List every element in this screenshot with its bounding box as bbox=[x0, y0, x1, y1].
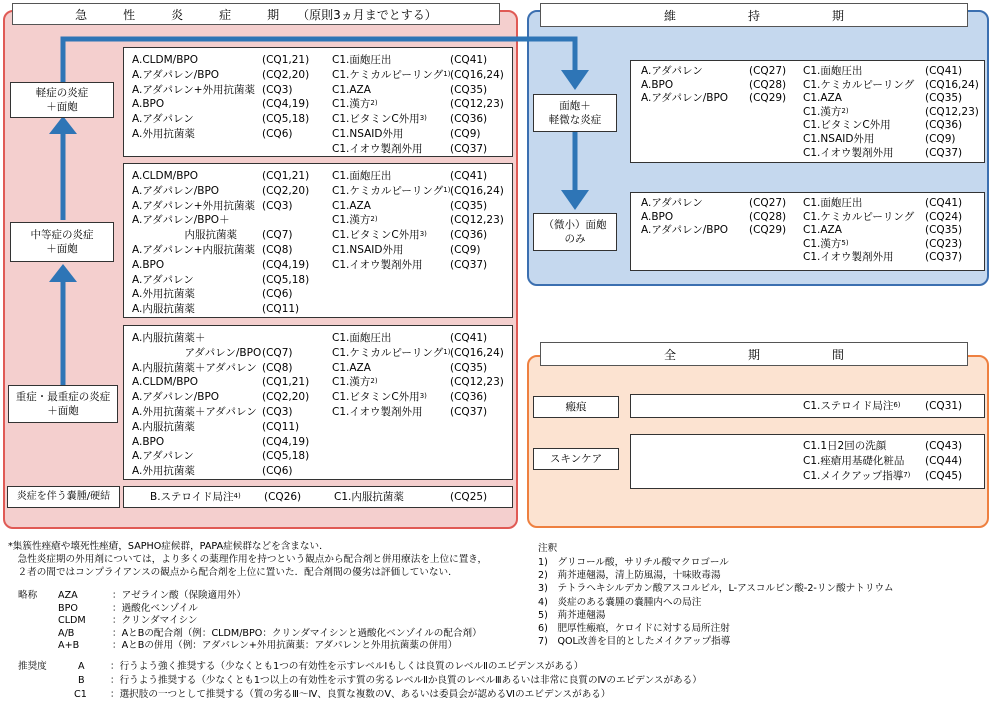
footnote-star: *集簇性痤瘡や壊死性痤瘡，SAPHO症候群，PAPA症候群などを含まない． bbox=[8, 541, 329, 552]
treatment-item: A.アダパレン bbox=[641, 65, 703, 77]
cq-ref: (CQ28) bbox=[749, 210, 787, 223]
treatment-item: C1.ケミカルピーリング bbox=[803, 210, 915, 223]
cq-ref: (CQ12,23) bbox=[925, 105, 979, 118]
treatment-item: C1.痤瘡用基礎化粧品 bbox=[803, 455, 905, 467]
grade-title: 推奨度 bbox=[18, 661, 47, 672]
treatment-item: A.BPO bbox=[641, 78, 674, 91]
treatment-item: C1.面皰圧出 bbox=[332, 54, 392, 66]
cq-ref: (CQ2,20) bbox=[262, 391, 310, 404]
treatment-item: アダパレン/BPO bbox=[132, 346, 262, 359]
grade-value: ：選択肢の一つとして推奨する（質の劣るⅢ～Ⅳ、良質な複数のⅤ、あるいは委員会が認めるⅥのエビデンスがある） bbox=[110, 689, 611, 700]
cq-ref: (CQ37) bbox=[450, 258, 488, 271]
moderate-treatment-box bbox=[123, 163, 513, 318]
cq-ref: (CQ4,19) bbox=[262, 98, 310, 111]
treatment-item: A.外用抗菌薬 bbox=[132, 465, 195, 478]
grade-key: A bbox=[78, 661, 85, 672]
cq-ref: (CQ41) bbox=[925, 197, 963, 209]
cq-ref: (CQ9) bbox=[925, 133, 956, 145]
cq-ref: (CQ5,18) bbox=[262, 273, 310, 286]
cq-ref: (CQ36) bbox=[925, 119, 963, 132]
treatment-item: C1.漢方$^{5)}$ bbox=[803, 237, 849, 250]
treatment-item: A.アダパレン/BPO bbox=[641, 224, 729, 237]
cq-ref: (CQ8) bbox=[262, 244, 293, 256]
cq-ref: (CQ41) bbox=[925, 65, 963, 77]
mild-treatment-box bbox=[123, 47, 513, 157]
cq-ref: (CQ36) bbox=[450, 391, 488, 404]
treatment-item: A.アダパレン/BPO bbox=[132, 184, 220, 197]
treatment-item: A.内服抗菌薬 bbox=[132, 303, 195, 316]
treatment-item: C1.イオウ製剤外用 bbox=[332, 406, 423, 418]
abbr-value: ：クリンダマイシン bbox=[112, 615, 198, 627]
footnote-ref: 2) bbox=[841, 106, 849, 115]
treatment-item: C1.NSAID外用 bbox=[332, 128, 404, 140]
cq-ref: (CQ3) bbox=[262, 406, 293, 418]
footnote-ref: 5) bbox=[841, 238, 849, 247]
abbr-key: A/B bbox=[58, 627, 75, 639]
treatment-item: C1.ケミカルピーリング bbox=[803, 78, 915, 91]
cq-ref: (CQ37) bbox=[450, 142, 488, 155]
treatment-item: A.アダパレン/BPO＋ bbox=[132, 214, 230, 227]
cq-ref: (CQ41) bbox=[450, 54, 488, 66]
cq-ref: (CQ36) bbox=[450, 229, 488, 242]
grade-value: ：行うよう強く推奨する（少なくとも1つの有効性を示すレベルⅠもしくは良質のレベルⅡのエビデンスがある） bbox=[110, 661, 584, 672]
treatment-item: C1.面皰圧出 bbox=[803, 65, 863, 77]
treatment-item: A.BPO bbox=[641, 210, 674, 223]
cq-ref: (CQ5,18) bbox=[262, 113, 310, 126]
grade-key: B bbox=[78, 675, 85, 686]
scar-label: 瘢痕 bbox=[533, 396, 619, 418]
cq-ref: (CQ31) bbox=[925, 400, 963, 412]
level-moderate-line1: 中等症の炎症 bbox=[30, 228, 94, 241]
level-severe bbox=[8, 385, 118, 423]
treatment-item: C1.漢方$^{2)}$ bbox=[332, 214, 378, 227]
treatment-item: C1.AZA bbox=[803, 92, 842, 105]
cq-ref: (CQ3) bbox=[262, 199, 293, 212]
cyst-label: 炎症を伴う嚢腫/硬結 bbox=[7, 486, 120, 508]
maint-level-comedo-mild bbox=[533, 94, 617, 132]
treatment-item: C1.漢方$^{2)}$ bbox=[803, 105, 849, 118]
treatment-item: C1.漢方$^{2)}$ bbox=[332, 376, 378, 389]
treatment-item: A.BPO bbox=[132, 98, 165, 111]
grade-key: C1 bbox=[74, 689, 87, 700]
cq-ref: (CQ6) bbox=[262, 288, 293, 301]
footnote-star-body-2: ２者の間ではコンプライアンスの観点から配合剤を上位に置いた．配合剤間の優劣は評価していない． bbox=[8, 567, 458, 578]
treatment-item: C1.ケミカルピーリング$^{1)}$ bbox=[332, 68, 451, 81]
cq-ref: (CQ37) bbox=[450, 406, 488, 418]
treatment-item: C1.ビタミンC外用 bbox=[803, 119, 891, 132]
treatment-item: A.アダパレン+内服抗菌薬 bbox=[132, 244, 256, 256]
all-period-header: 全 期 間 bbox=[540, 342, 968, 366]
cq-ref: (CQ28) bbox=[749, 78, 787, 91]
treatment-item: C1.面皰圧出 bbox=[332, 170, 392, 182]
cq-ref: (CQ43) bbox=[925, 440, 963, 452]
footnote-ref: 3) bbox=[419, 392, 427, 401]
abbr-value: ：AとBの併用（例：アダパレン+外用抗菌薬：アダパレンと外用抗菌薬の併用） bbox=[112, 640, 458, 652]
maint-microcomedo-box bbox=[630, 192, 985, 271]
cq-ref: (CQ1,21) bbox=[262, 54, 310, 66]
treatment-item: C1.イオウ製剤外用 bbox=[332, 258, 423, 271]
cq-ref: (CQ12,23) bbox=[450, 376, 504, 389]
cq-ref: (CQ5,18) bbox=[262, 450, 310, 463]
note-item: 5) 荊芥連翹湯 bbox=[538, 609, 606, 621]
treatment-item: A.アダパレン bbox=[132, 450, 194, 463]
footnote-ref: 2) bbox=[370, 215, 378, 224]
treatment-item: A.外用抗菌薬 bbox=[132, 128, 195, 140]
cq-ref: (CQ36) bbox=[450, 113, 488, 126]
maint-level-microcomedo bbox=[533, 213, 617, 251]
level-moderate-line2: ＋面皰 bbox=[46, 243, 78, 255]
cyst-right-item: C1.内服抗菌薬 bbox=[334, 491, 404, 503]
note-item: 2) 荊芥連翹湯，清上防風湯，十味敗毒湯 bbox=[538, 570, 721, 582]
notes-title: 注釈 bbox=[538, 543, 558, 554]
cq-ref: (CQ29) bbox=[749, 92, 787, 105]
treatment-item: C1.AZA bbox=[803, 224, 842, 237]
footnote-ref: 6) bbox=[893, 401, 901, 409]
cq-ref: (CQ24) bbox=[925, 210, 963, 223]
cq-ref: (CQ2,20) bbox=[262, 184, 310, 197]
cq-ref: (CQ16,24) bbox=[450, 346, 504, 359]
abbr-value: ：AとBの配合剤（例：CLDM/BPO：クリンダマイシンと過酸化ベンゾイルの配合剤） bbox=[112, 627, 482, 639]
cq-ref: (CQ27) bbox=[749, 197, 787, 209]
level-mild-line2: ＋面皰 bbox=[46, 101, 78, 113]
treatment-item: A.アダパレン/BPO bbox=[132, 391, 220, 404]
treatment-item: A.アダパレン bbox=[132, 113, 194, 126]
treatment-item: A.内服抗菌薬 bbox=[132, 420, 195, 433]
treatment-item: C1.NSAID外用 bbox=[803, 133, 875, 145]
scar-treatment-box bbox=[630, 394, 985, 418]
treatment-item: A.アダパレン+外用抗菌薬 bbox=[132, 199, 256, 212]
footnote-star-body-1: 急性炎症期の外用剤については，より多くの薬理作用を持つという観点から配合剤と併用療法を上位に置き， bbox=[8, 554, 488, 565]
cq-ref: (CQ45) bbox=[925, 470, 963, 482]
cq-ref: (CQ16,24) bbox=[450, 68, 504, 81]
treatment-item: C1.イオウ製剤外用 bbox=[803, 146, 894, 159]
treatment-item: C1.ビタミンC外用$^{3)}$ bbox=[332, 229, 427, 242]
maint-level1-line1: 面皰＋ bbox=[559, 99, 591, 112]
treatment-item: C1.メイクアップ指導$^{7)}$ bbox=[803, 470, 911, 482]
cq-ref: (CQ1,21) bbox=[262, 376, 310, 389]
treatment-item: A.外用抗菌薬＋アダパレン bbox=[132, 406, 257, 418]
cq-ref: (CQ7) bbox=[262, 346, 293, 359]
maint-level2-line2: のみ bbox=[564, 233, 586, 245]
cq-ref: (CQ3) bbox=[262, 83, 293, 96]
level-mild-line1: 軽症の炎症 bbox=[35, 86, 89, 99]
level-mild bbox=[10, 82, 114, 118]
treatment-item: C1.AZA bbox=[332, 361, 371, 374]
acute-header: 急 性 炎 症 期 （原則3ヵ月までとする） bbox=[12, 3, 500, 25]
cq-ref: (CQ16,24) bbox=[450, 184, 504, 197]
treatment-item: A.アダパレン/BPO bbox=[641, 92, 729, 105]
treatment-item: C1.ケミカルピーリング$^{1)}$ bbox=[332, 346, 451, 359]
level-severe-line2: ＋面皰 bbox=[47, 405, 79, 417]
cq-ref: (CQ2,20) bbox=[262, 68, 310, 81]
treatment-item: C1.ビタミンC外用$^{3)}$ bbox=[332, 113, 427, 126]
treatment-item: C1.ケミカルピーリング$^{1)}$ bbox=[332, 184, 451, 197]
cq-ref: (CQ9) bbox=[450, 128, 481, 140]
note-item: 3) テトラヘキシルデカン酸アスコルビル，L-アスコルビン酸-2-リン酸ナトリウム bbox=[538, 583, 894, 595]
cq-ref: (CQ1,21) bbox=[262, 170, 310, 182]
footnote-ref: 2) bbox=[370, 377, 378, 386]
abbr-title: 略称 bbox=[18, 590, 38, 601]
cq-ref: (CQ4,19) bbox=[262, 435, 310, 448]
cyst-right-cq: (CQ25) bbox=[450, 491, 488, 503]
cq-ref: (CQ35) bbox=[450, 199, 488, 212]
treatment-item: C1.NSAID外用 bbox=[332, 244, 404, 256]
cq-ref: (CQ11) bbox=[262, 303, 300, 316]
cq-ref: (CQ41) bbox=[450, 170, 488, 182]
treatment-item: A.BPO bbox=[132, 258, 165, 271]
cyst-left-item: B.ステロイド局注$^{4)}$ bbox=[150, 491, 241, 503]
treatment-item: C1.1日2回の洗顔 bbox=[803, 440, 887, 452]
cq-ref: (CQ23) bbox=[925, 237, 963, 250]
grade-value: ：行うよう推奨する（少なくとも1つ以上の有効性を示す質の劣るレベルⅡか良質のレベルⅢあるいは非常に良質のⅣのエビデンスがある） bbox=[110, 675, 702, 686]
treatment-item: A.CLDM/BPO bbox=[132, 376, 198, 389]
treatment-item: 内服抗菌薬 bbox=[132, 229, 237, 242]
cq-ref: (CQ16,24) bbox=[925, 78, 979, 91]
note-item: 7) QOL改善を目的としたメイクアップ指導 bbox=[538, 636, 731, 648]
cq-ref: (CQ37) bbox=[925, 251, 963, 264]
treatment-item: C1.面皰圧出 bbox=[332, 332, 392, 344]
footnote-ref: 1) bbox=[443, 69, 451, 78]
cq-ref: (CQ44) bbox=[925, 455, 963, 467]
footnote-ref: 3) bbox=[419, 114, 427, 123]
skincare-label: スキンケア bbox=[533, 448, 619, 470]
maint-comedo-mild-box bbox=[630, 60, 985, 163]
abbr-value: ：過酸化ベンゾイル bbox=[112, 602, 198, 614]
note-item: 1) グリコール酸，サリチル酸マクロゴール bbox=[538, 557, 729, 568]
treatment-item: C1.ステロイド局注$^{6)}$ bbox=[803, 400, 901, 412]
treatment-item: C1.ビタミンC外用$^{3)}$ bbox=[332, 391, 427, 404]
maint-level2-line1: （微小）面皰 bbox=[543, 218, 607, 231]
treatment-item: A.内服抗菌薬＋アダパレン bbox=[132, 361, 257, 374]
note-item: 4) 炎症のある嚢腫の嚢腫内への局注 bbox=[538, 596, 702, 608]
treatment-item: A.CLDM/BPO bbox=[132, 170, 198, 182]
cq-ref: (CQ4,19) bbox=[262, 258, 310, 271]
treatment-item: A.内服抗菌薬＋ bbox=[132, 332, 206, 344]
treatment-item: C1.漢方$^{2)}$ bbox=[332, 98, 378, 111]
treatment-item: A.アダパレン/BPO bbox=[132, 68, 220, 81]
cq-ref: (CQ29) bbox=[749, 224, 787, 237]
treatment-item: C1.イオウ製剤外用 bbox=[332, 142, 423, 155]
abbr-key: AZA bbox=[58, 590, 78, 601]
treatment-item: A.アダパレン bbox=[641, 197, 703, 209]
cq-ref: (CQ9) bbox=[450, 244, 481, 256]
abbr-key: BPO bbox=[58, 602, 78, 614]
cyst-treatment-box bbox=[123, 486, 513, 508]
cq-ref: (CQ35) bbox=[450, 83, 488, 96]
cq-ref: (CQ35) bbox=[450, 361, 488, 374]
skincare-treatment-box bbox=[630, 434, 985, 489]
footnote-ref: 3) bbox=[419, 230, 427, 239]
abbr-key: CLDM bbox=[58, 615, 86, 627]
cq-ref: (CQ7) bbox=[262, 229, 293, 242]
treatment-item: A.CLDM/BPO bbox=[132, 54, 198, 66]
cq-ref: (CQ11) bbox=[262, 420, 300, 433]
treatment-item: C1.AZA bbox=[332, 83, 371, 96]
maint-level1-line2: 軽微な炎症 bbox=[548, 114, 602, 126]
treatment-item: A.BPO bbox=[132, 435, 165, 448]
note-item: 6) 肥厚性瘢痕，ケロイドに対する局所注射 bbox=[538, 623, 730, 634]
cq-ref: (CQ12,23) bbox=[450, 214, 504, 227]
cq-ref: (CQ6) bbox=[262, 465, 293, 478]
treatment-item: A.外用抗菌薬 bbox=[132, 288, 195, 301]
treatment-item: C1.AZA bbox=[332, 199, 371, 212]
cq-ref: (CQ6) bbox=[262, 128, 293, 140]
treatment-item: C1.面皰圧出 bbox=[803, 197, 863, 209]
cq-ref: (CQ12,23) bbox=[450, 98, 504, 111]
severe-treatment-box bbox=[123, 325, 513, 480]
cq-ref: (CQ35) bbox=[925, 92, 963, 105]
treatment-item: A.アダパレン+外用抗菌薬 bbox=[132, 83, 256, 96]
footnote-ref: 2) bbox=[370, 99, 378, 108]
cq-ref: (CQ35) bbox=[925, 224, 963, 237]
footnote-ref: 1) bbox=[443, 347, 451, 356]
abbr-key: A+B bbox=[58, 640, 80, 652]
footnote-ref: 1) bbox=[443, 185, 451, 194]
treatment-item: C1.イオウ製剤外用 bbox=[803, 251, 894, 264]
maintenance-header: 維 持 期 bbox=[540, 3, 968, 27]
cq-ref: (CQ41) bbox=[450, 332, 488, 344]
cq-ref: (CQ8) bbox=[262, 361, 293, 374]
level-moderate bbox=[10, 222, 114, 262]
treatment-item: A.アダパレン bbox=[132, 273, 194, 286]
cyst-left-cq: (CQ26) bbox=[264, 491, 302, 503]
abbr-value: ：アゼライン酸（保険適用外） bbox=[112, 590, 246, 601]
cq-ref: (CQ37) bbox=[925, 146, 963, 159]
footnote-ref: 7) bbox=[903, 471, 911, 479]
cq-ref: (CQ27) bbox=[749, 65, 787, 77]
level-severe-line1: 重症・最重症の炎症 bbox=[15, 390, 111, 403]
